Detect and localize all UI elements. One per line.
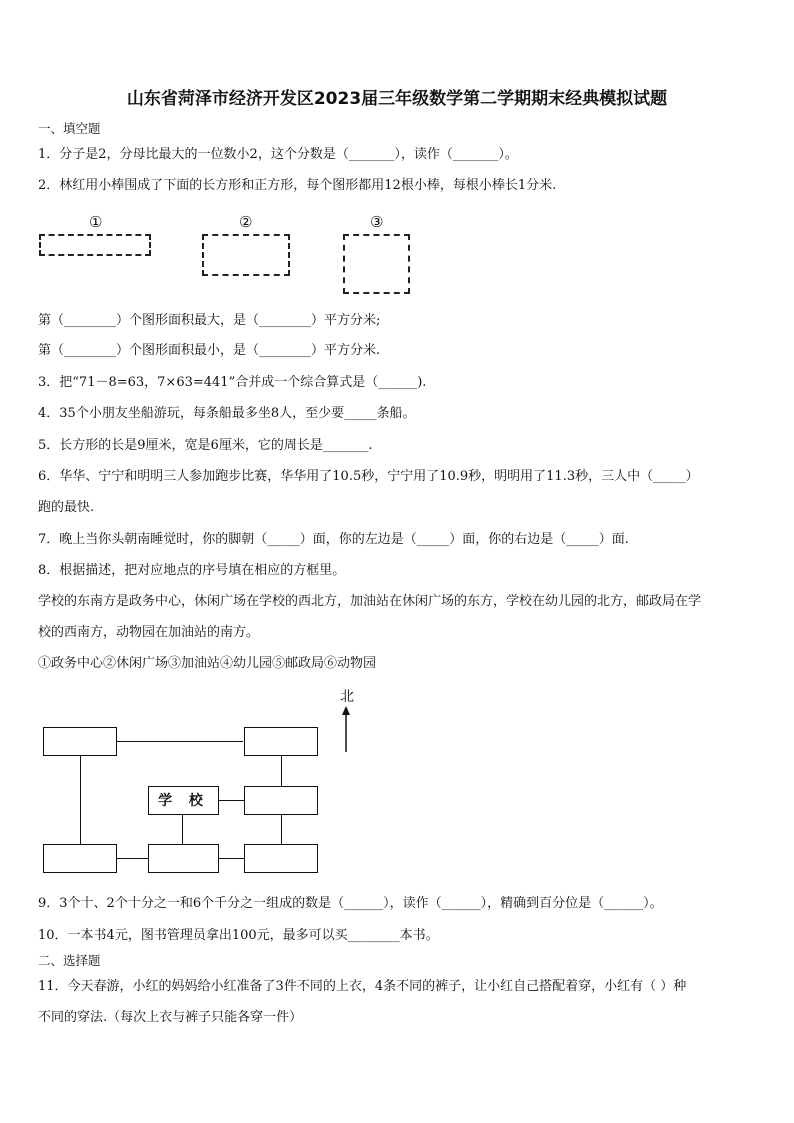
map-line-top (117, 741, 243, 742)
answer-box-top-right[interactable] (244, 727, 318, 756)
question-5: 5．长方形的长是9厘米，宽是6厘米，它的周长是_______. (38, 438, 373, 453)
figure-label-1: ① (89, 213, 103, 231)
question-11: 11．今天春游，小红的妈妈给小红准备了3件不同的上衣，4条不同的裤子，让小红自己搭配着穿，小红有（ ）种 (38, 979, 687, 994)
map-line-bottom-left (117, 858, 148, 859)
map-line-bottom-right (219, 858, 244, 859)
section-multiple-choice: 二、选择题 (38, 953, 101, 968)
question-3: 3．把“71－8=63，7×63=441”合并成一个综合算式是（______). (38, 375, 427, 390)
question-10: 10．一本书4元，图书管理员拿出100元，最多可以买________本书。 (38, 928, 439, 943)
answer-box-bottom-middle[interactable] (148, 844, 219, 873)
question-8: 8．根据描述，把对应地点的序号填在相应的方框里。 (38, 563, 346, 578)
question-11-cont: 不同的穿法.（每次上衣与裤子只能各穿一件） (38, 1010, 303, 1025)
stick-rectangle-1 (39, 234, 151, 256)
map-line-right-lower (281, 815, 282, 844)
page-title: 山东省菏泽市经济开发区2023届三年级数学第二学期期末经典模拟试题 (126, 89, 668, 109)
question-8-description: 学校的东南方是政务中心，休闲广场在学校的西北方，加油站在休闲广场的东方，学校在幼儿园的北方，邮政局在学 (38, 594, 702, 609)
question-9: 9．3个十、2个十分之一和6个千分之一组成的数是（______），读作（______），精确到百分位是（______）。 (38, 896, 663, 911)
question-8-options: ①政务中心②休闲广场③加油站④幼儿园⑤邮政局⑥动物园 (38, 656, 377, 671)
answer-box-bottom-left[interactable] (43, 844, 117, 873)
map-line-right-upper (281, 756, 282, 786)
question-6-cont: 跑的最快. (38, 500, 95, 515)
question-2-blank-max: 第（________）个图形面积最大，是（________）平方分米; (38, 313, 381, 328)
stick-square-3 (343, 234, 410, 294)
figure-label-3: ③ (370, 213, 384, 231)
stick-rectangle-2 (202, 234, 290, 276)
map-line-left (80, 756, 81, 844)
map-line-school-east (219, 800, 244, 801)
answer-box-middle-right[interactable] (244, 786, 318, 815)
answer-box-top-left[interactable] (43, 727, 117, 756)
question-4: 4．35个小朋友坐船游玩，每条船最多坐8人，至少要_____条船。 (38, 406, 416, 421)
question-2: 2．林红用小棒围成了下面的长方形和正方形，每个图形都用12根小棒，每根小棒长1分米. (38, 178, 557, 193)
north-label: 北 (340, 689, 354, 705)
section-fill-in: 一、填空题 (38, 121, 101, 136)
map-line-school-south (182, 815, 183, 844)
question-1: 1．分子是2，分母比最大的一位数小2，这个分数是（_______），读作（_______）。 (38, 147, 518, 162)
question-8-description-cont: 校的西南方，动物园在加油站的南方。 (38, 625, 260, 640)
figure-label-2: ② (239, 213, 253, 231)
north-arrow-icon (338, 706, 354, 754)
answer-box-bottom-right[interactable] (244, 844, 318, 873)
school-box: 学 校 (148, 786, 219, 815)
question-2-blank-min: 第（________）个图形面积最小，是（________）平方分米. (38, 343, 381, 358)
question-6: 6．华华、宁宁和明明三人参加跑步比赛，华华用了10.5秒，宁宁用了10.9秒，明明用了11.3秒，三人中（_____） (38, 469, 699, 484)
question-7: 7．晚上当你头朝南睡觉时，你的脚朝（_____）面，你的左边是（_____）面，你的右边是（_____）面. (38, 532, 629, 547)
